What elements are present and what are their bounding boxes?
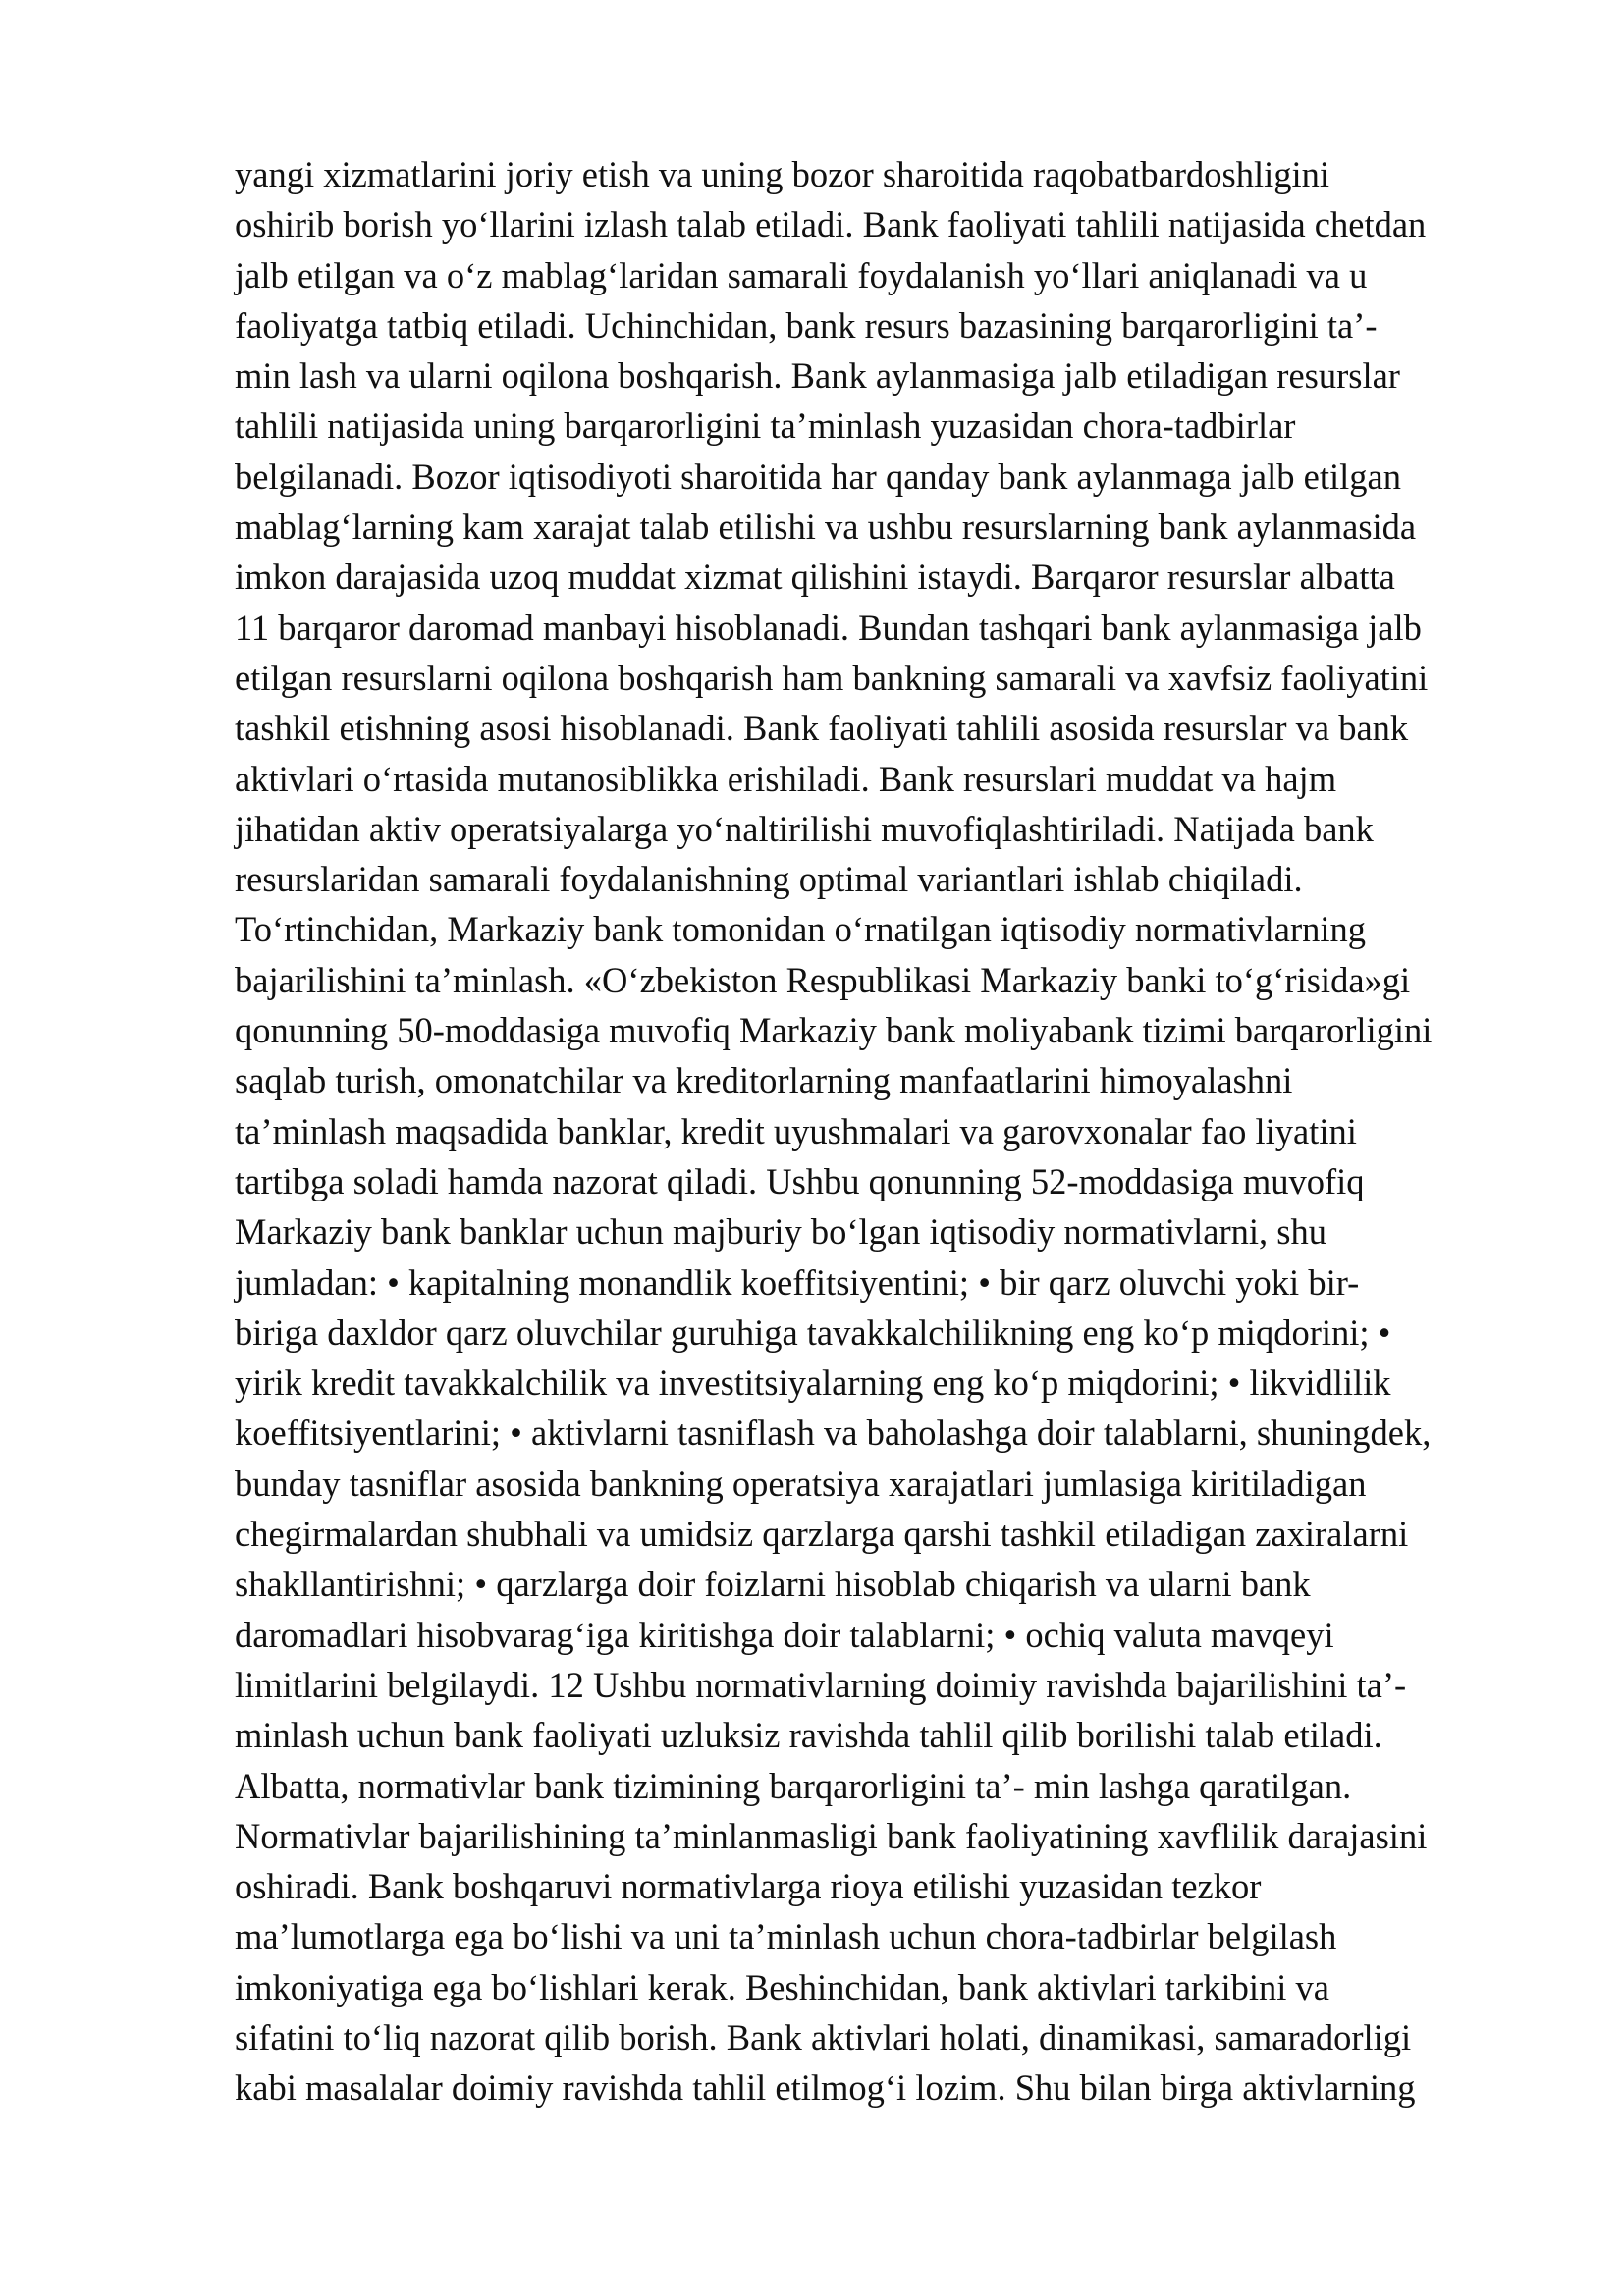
text-line: aktivlari o‘rtasida mutanosiblikka erishiladi. Bank resurslari muddat va hajm <box>235 758 1337 799</box>
text-line: ta’minlash maqsadida banklar, kredit uyushmalari va garovxonalar fao liyatini <box>235 1110 1357 1151</box>
text-line: etilgan resurslarni oqilona boshqarish ham bankning samarali va xavfsiz faoliyatini <box>235 657 1429 698</box>
text-line: bunday tasniflar asosida bankning operatsiya xarajatlari jumlasiga kiritiladigan <box>235 1463 1367 1504</box>
text-line: bajarilishini ta’minlash. «O‘zbekiston Respublikasi Markaziy banki to‘g‘risida»gi <box>235 959 1411 1000</box>
body-text <box>235 149 1531 2113</box>
text-line: minlash uchun bank faoliyati uzluksiz ravishda tahlil qilib borilishi talab etiladi. <box>235 1715 1382 1756</box>
text-line: resurslaridan samarali foydalanishning optimal variantlari ishlab chiqiladi. <box>235 859 1303 900</box>
text-line: koeffitsiyentlarini; • aktivlarni tasniflash va baholashga doir talablarni, shuningdek, <box>235 1413 1432 1454</box>
text-line: chegirmalardan shubhali va umidsiz qarzlarga qarshi tashkil etiladigan zaxiralarni <box>235 1514 1409 1555</box>
text-line: min lash va ularni oqilona boshqarish. Bank aylanmasiga jalb etiladigan resurslar <box>235 355 1400 397</box>
text-line: belgilanadi. Bozor iqtisodiyoti sharoitida har qanday bank aylanmaga jalb etilgan <box>235 455 1401 497</box>
text-line: To‘rtinchidan, Markaziy bank tomonidan o‘rnatilgan iqtisodiy normativlarning <box>235 909 1366 950</box>
text-line: biriga daxldor qarz oluvchilar guruhiga tavakkalchilikning eng ko‘p miqdorini; • <box>235 1311 1391 1353</box>
text-line: jumladan: • kapitalning monandlik koeffitsiyentini; • bir qarz oluvchi yoki bir- <box>235 1261 1360 1303</box>
text-line: kabi masalalar doimiy ravishda tahlil etilmog‘i lozim. Shu bilan birga aktivlarning <box>235 2067 1416 2109</box>
text-line: tashkil etishning asosi hisoblanadi. Bank faoliyati tahlili asosida resurslar va bank <box>235 708 1409 749</box>
text-line: tartibga soladi hamda nazorat qiladi. Ushbu qonunning 52-moddasiga muvofiq <box>235 1160 1365 1201</box>
text-line: imkon darajasida uzoq muddat xizmat qilishini istaydi. Barqaror resurslar albatta <box>235 557 1395 598</box>
text-line: yirik kredit tavakkalchilik va investitsiyalarning eng ko‘p miqdorini; • likvidlilik <box>235 1362 1391 1404</box>
text-line: 11 barqaror daromad manbayi hisoblanadi. Bundan tashqari bank aylanmasiga jalb <box>235 607 1422 648</box>
text-line: yangi xizmatlarini joriy etish va uning bozor sharoitida raqobatbardoshligini <box>235 154 1330 194</box>
text-line: imkoniyatiga ega bo‘lishlari kerak. Beshinchidan, bank aktivlari tarkibini va <box>235 1966 1329 2007</box>
text-line: daromadlari hisobvarag‘iga kiritishga doir talablarni; • ochiq valuta mavqeyi <box>235 1614 1334 1655</box>
text-line: jihatidan aktiv operatsiyalarga yo‘naltirilishi muvofiqlashtiriladi. Natijada bank <box>235 808 1374 849</box>
text-line: limitlarini belgilaydi. 12 Ushbu normativlarning doimiy ravishda bajarilishini ta’- <box>235 1664 1407 1705</box>
text-line: sifatini to‘liq nazorat qilib borish. Bank aktivlari holati, dinamikasi, samaradorligi <box>235 2016 1412 2057</box>
text-line: ma’lumotlarga ega bo‘lishi va uni ta’minlash uchun chora-tadbirlar belgilash <box>235 1916 1337 1957</box>
text-line: faoliyatga tatbiq etiladi. Uchinchidan, bank resurs bazasining barqarorligini ta’- <box>235 304 1378 346</box>
text-line: Albatta, normativlar bank tizimining barqarorligini ta’- min lashga qaratilgan. <box>235 1765 1352 1806</box>
text-line: qonunning 50-moddasiga muvofiq Markaziy bank moliyabank tizimi barqarorligini <box>235 1010 1433 1051</box>
text-line: oshiradi. Bank boshqaruvi normativlarga rioya etilishi yuzasidan tezkor <box>235 1866 1262 1907</box>
text-line: jalb etilgan va o‘z mablag‘laridan samarali foydalanish yo‘llari aniqlanadi va u <box>235 254 1368 295</box>
text-line: saqlab turish, omonatchilar va kreditorlarning manfaatlarini himoyalashni <box>235 1060 1293 1101</box>
text-line: mablag‘larning kam xarajat talab etilishi va ushbu resurslarning bank aylanmasida <box>235 507 1417 548</box>
text-line: shakllantirishni; • qarzlarga doir foizlarni hisoblab chiqarish va ularni bank <box>235 1564 1311 1605</box>
text-line: oshirib borish yo‘llarini izlash talab etiladi. Bank faoliyati tahlili natijasida chetdan <box>235 204 1427 245</box>
text-line: Normativlar bajarilishining ta’minlanmasligi bank faoliyatining xavflilik darajasini <box>235 1815 1428 1856</box>
text-line: tahlili natijasida uning barqarorligini ta’minlash yuzasidan chora-tadbirlar <box>235 405 1296 447</box>
text-line: Markaziy bank banklar uchun majburiy bo‘lgan iqtisodiy normativlarni, shu <box>235 1211 1326 1253</box>
